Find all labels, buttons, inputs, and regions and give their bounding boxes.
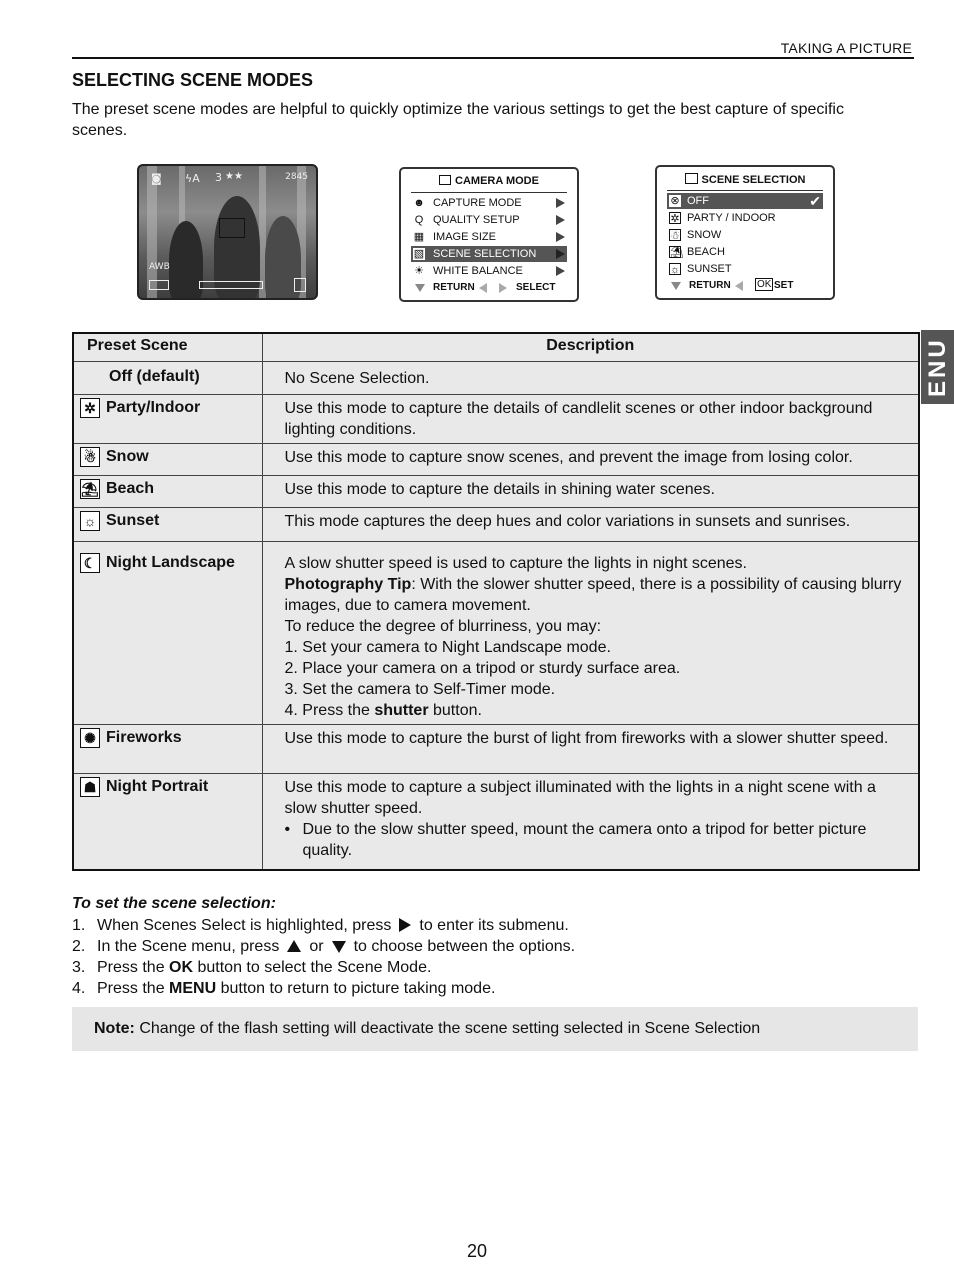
scene-description-cell: No Scene Selection. <box>262 361 919 394</box>
night-landscape-line: A slow shutter speed is used to capture the lights in night scenes. <box>284 554 747 572</box>
arrow-right-icon <box>556 249 565 259</box>
off-icon: ⊗ <box>670 195 680 207</box>
list-item: 2. In the Scene menu, press or to choose between the options. <box>72 938 576 955</box>
preset-scene-table <box>72 332 920 871</box>
scene-name-cell: ☼ Sunset <box>73 507 262 541</box>
scene-icon <box>685 173 698 184</box>
header-section-label: TAKING A PICTURE <box>780 40 912 56</box>
scene-option-off[interactable]: ⊗ OFF ✔ <box>667 193 823 209</box>
table-row <box>73 394 919 443</box>
scene-selection-menu-footer: RETURN OK SET <box>669 279 823 293</box>
party-icon: ✲ <box>80 398 100 418</box>
arrow-down-icon <box>332 941 346 953</box>
scene-name-cell: Off (default) <box>73 361 262 394</box>
party-icon: ✲ <box>670 213 680 225</box>
lcd-quality: 3 <box>215 171 222 184</box>
scene-description-cell: Use this mode to capture the details of candlelit scenes or other indoor background lighting conditions. <box>262 394 919 443</box>
arrow-down-icon <box>671 282 681 290</box>
camera-icon <box>439 175 451 185</box>
snow-icon: ☃ <box>670 230 680 242</box>
arrow-down-icon <box>415 284 425 292</box>
battery-icon <box>149 280 169 290</box>
beach-icon: ⛱ <box>81 480 99 497</box>
night-portrait-icon: ☗ <box>80 777 100 797</box>
scene-option-snow[interactable]: ☃ SNOW <box>670 229 722 242</box>
scene-description-cell: Use this mode to capture a subject illuminated with the lights in a night scene with a slow shutter speed. • Due to the slow shutter speed, mount the camera onto a tripod for better picture quality. <box>262 773 919 870</box>
bullet-icon: • <box>284 820 291 838</box>
night-landscape-step: 4. Press the shutter button. <box>284 701 482 719</box>
scene-description-cell <box>262 541 919 724</box>
scene-description-cell: Use this mode to capture the details in shining water scenes. <box>262 475 919 507</box>
arrow-right-icon <box>556 215 565 225</box>
arrow-left-icon <box>479 283 487 293</box>
table-row <box>73 773 919 870</box>
night-landscape-line: To reduce the degree of blurriness, you may: <box>284 617 602 635</box>
scene-name-cell: ☗ Night Portrait <box>73 773 262 870</box>
beach-icon: ⛱ <box>670 247 684 259</box>
table-header-row <box>73 333 919 361</box>
lcd-stars: ★★ <box>225 171 243 182</box>
scene-option-beach[interactable]: ⛱ BEACH <box>670 246 725 259</box>
language-side-tab: ENU <box>921 330 954 404</box>
image-size-icon: ▦ <box>413 231 425 243</box>
scene-description-cell: Use this mode to capture snow scenes, and prevent the image from losing color. <box>262 443 919 475</box>
menu-item-white-balance[interactable]: ☀ WHITE BALANCE <box>411 263 567 279</box>
menu-item-capture-mode[interactable]: ☻ CAPTURE MODE <box>411 195 567 211</box>
steps-title: To set the scene selection: <box>72 895 276 912</box>
table-row <box>73 475 919 507</box>
sunset-icon: ☼ <box>670 264 681 276</box>
note-box: Note: Change of the flash setting will deactivate the scene setting selected in Scene Selection <box>72 1007 918 1051</box>
intro-paragraph: The preset scene modes are helpful to quickly optimize the various settings to get the best capture of specific scenes. <box>72 101 844 139</box>
scene-description-cell: This mode captures the deep hues and color variations in sunsets and sunrises. <box>262 507 919 541</box>
list-item: 4. Press the MENU button to return to picture taking mode. <box>72 980 496 997</box>
camera-mode-menu-title: CAMERA MODE <box>401 175 577 187</box>
scene-name-cell: ⛱ Beach <box>73 475 262 507</box>
lcd-bottom-bar <box>147 278 308 292</box>
menu-item-quality-setup[interactable]: Q QUALITY SETUP <box>411 212 567 228</box>
table-row <box>73 724 919 773</box>
menu-item-scene-selection[interactable]: ▧ SCENE SELECTION <box>411 246 567 262</box>
quality-icon: Q <box>414 214 424 226</box>
focus-frame <box>219 218 245 238</box>
white-balance-icon: ☀ <box>414 265 424 277</box>
steps-list <box>72 915 575 999</box>
night-landscape-step: 2. Place your camera on a tripod or sturdy surface area. <box>284 659 681 677</box>
table-row <box>73 507 919 541</box>
night-landscape-step: 1. Set your camera to Night Landscape mode. <box>284 638 611 656</box>
table-row <box>73 541 919 724</box>
bullet-item: • Due to the slow shutter speed, mount the camera onto a tripod for better picture quality. <box>284 820 867 859</box>
snow-icon: ☃ <box>80 447 100 467</box>
arrow-right-icon <box>556 198 565 208</box>
lcd-counter: 2845 <box>285 172 308 182</box>
scene-selection-menu-title: SCENE SELECTION <box>657 173 833 186</box>
night-landscape-tip: Photography Tip: With the slower shutter speed, there is a possibility of causing blurry images, due to camera movement. <box>284 575 902 614</box>
check-icon: ✔ <box>809 193 821 209</box>
column-header-description: Description <box>262 333 919 361</box>
night-landscape-step: 3. Set the camera to Self-Timer mode. <box>284 680 556 698</box>
section-title: SELECTING SCENE MODES <box>72 70 314 90</box>
menu-item-image-size[interactable]: ▦ IMAGE SIZE <box>411 229 567 245</box>
table-row <box>73 443 919 475</box>
column-header-preset-scene: Preset Scene <box>73 333 262 361</box>
scene-name-cell: ☾ Night Landscape <box>73 541 262 724</box>
camera-mode-menu-footer: RETURN SELECT <box>413 281 567 295</box>
capture-mode-icon: ☻ <box>413 197 425 209</box>
scene-description-cell: Use this mode to capture the burst of light from fireworks with a slower shutter speed. <box>262 724 919 773</box>
scene-name-cell: ✲ Party/Indoor <box>73 394 262 443</box>
scene-icon: ▧ <box>413 248 425 260</box>
arrow-left-icon <box>735 281 743 291</box>
arrow-up-icon <box>287 940 301 952</box>
header-rule <box>72 57 914 59</box>
table-row <box>73 361 919 394</box>
scene-option-sunset[interactable]: ☼ SUNSET <box>670 263 732 276</box>
arrow-right-icon <box>399 918 411 932</box>
list-item: 1. When Scenes Select is highlighted, press to enter its submenu. <box>72 917 569 934</box>
scene-option-party-indoor[interactable]: ✲ PARTY / INDOOR <box>670 212 776 225</box>
scene-name-cell: ✺ Fireworks <box>73 724 262 773</box>
arrow-right-icon <box>556 266 565 276</box>
memory-card-icon <box>294 278 306 292</box>
fireworks-icon: ✺ <box>80 728 100 748</box>
arrow-right-icon <box>556 232 565 242</box>
list-item: 3. Press the OK button to select the Scene Mode. <box>72 959 432 976</box>
flash-icon: ϟA <box>185 172 200 185</box>
camera-mode-menu <box>399 167 579 302</box>
arrow-right-icon <box>499 283 507 293</box>
scene-selection-menu <box>655 165 835 300</box>
scene-name-cell: ☃ Snow <box>73 443 262 475</box>
camera-lcd-preview <box>137 164 318 300</box>
night-landscape-icon: ☾ <box>80 553 100 573</box>
sunset-icon: ☼ <box>80 511 100 531</box>
zoom-bar <box>199 281 263 289</box>
ok-button-icon: OK <box>757 279 772 290</box>
camera-icon: ◙ <box>151 172 162 185</box>
page-number: 20 <box>466 1241 488 1261</box>
lcd-white-balance: AWB <box>149 262 170 272</box>
